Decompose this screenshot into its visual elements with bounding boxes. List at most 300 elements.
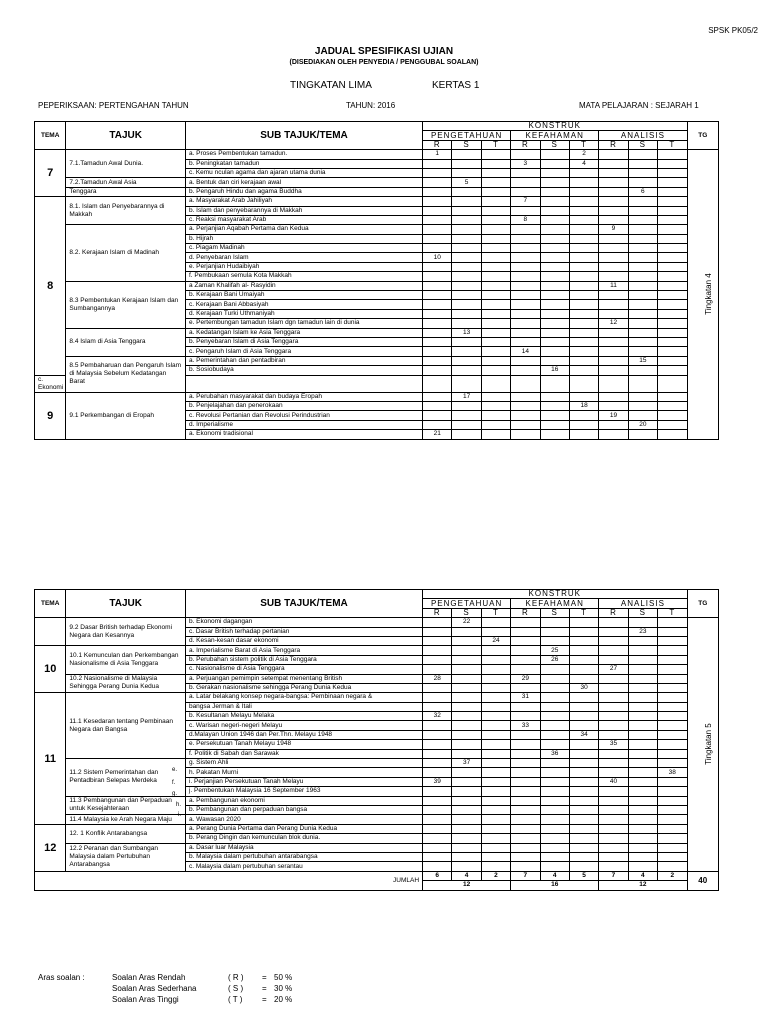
mark-cell bbox=[540, 187, 569, 196]
col-header-analisis: ANALISIS bbox=[599, 131, 687, 140]
mark-cell bbox=[452, 215, 481, 224]
mark-cell bbox=[628, 197, 657, 206]
mark-cell bbox=[658, 627, 687, 636]
mark-cell bbox=[628, 430, 657, 439]
sub-tajuk-cell: b. Malaysia dalam pertubuhan antarabangsa bbox=[185, 852, 422, 861]
mark-cell bbox=[569, 281, 598, 290]
mark-cell bbox=[569, 411, 598, 420]
table-row bbox=[35, 693, 719, 702]
mark-cell bbox=[511, 824, 540, 833]
mark-cell bbox=[599, 683, 628, 692]
mark-cell: 38 bbox=[658, 768, 687, 777]
mark-cell bbox=[452, 702, 481, 711]
col-header-kefahaman: KEFAHAMAN bbox=[511, 599, 599, 608]
mark-cell: 6 bbox=[628, 187, 657, 196]
tajuk-cell: 8.3 Pembentukan Kerajaan Islam dan Sumbangannya bbox=[66, 281, 186, 328]
sub-tajuk-cell: c. Malaysia dalam pertubuhan serantau bbox=[185, 862, 422, 871]
col-header-kefahaman: KEFAHAMAN bbox=[511, 131, 599, 140]
mark-cell bbox=[540, 777, 569, 786]
mark-cell bbox=[569, 337, 598, 346]
mark-cell bbox=[540, 627, 569, 636]
tema-cell: 9 bbox=[35, 392, 66, 439]
mark-cell bbox=[540, 375, 569, 392]
mark-cell bbox=[452, 787, 481, 796]
mark-cell bbox=[423, 852, 452, 861]
mark-cell bbox=[658, 759, 687, 768]
aras-rendah-eq: = bbox=[262, 973, 267, 982]
mark-cell bbox=[481, 262, 510, 271]
mark-cell: 10 bbox=[423, 253, 452, 262]
mark-cell bbox=[658, 225, 687, 234]
mark-cell bbox=[481, 197, 510, 206]
mark-cell bbox=[658, 787, 687, 796]
mark-cell bbox=[423, 721, 452, 730]
col-header-r-3: R bbox=[511, 140, 540, 149]
mark-cell bbox=[658, 683, 687, 692]
mark-cell bbox=[540, 411, 569, 420]
aras-sederhana-pct: 30 % bbox=[274, 984, 293, 993]
mark-cell bbox=[599, 215, 628, 224]
mark-cell bbox=[481, 319, 510, 328]
mark-cell bbox=[599, 815, 628, 824]
mark-cell bbox=[452, 430, 481, 439]
mark-cell bbox=[423, 759, 452, 768]
mark-cell bbox=[569, 712, 598, 721]
sub-tajuk-cell: a Zaman Khalifah al- Rasyidin bbox=[185, 281, 422, 290]
mark-cell bbox=[599, 721, 628, 730]
jumlah-value: 2 bbox=[481, 871, 510, 880]
sub-tajuk-cell: b. Pembangunan dan perpaduan bangsa bbox=[185, 805, 422, 814]
mark-cell bbox=[658, 777, 687, 786]
tajuk-cell: 9.2 Dasar British terhadap Ekonomi Negara dan Kesannya bbox=[66, 618, 186, 646]
mark-cell bbox=[569, 328, 598, 337]
form-code: SPSK PK05/2 bbox=[708, 26, 758, 35]
col-header-s-1: S bbox=[452, 608, 481, 617]
mark-cell bbox=[481, 646, 510, 655]
mark-cell bbox=[569, 206, 598, 215]
aras-tinggi-eq: = bbox=[262, 995, 267, 1004]
mark-cell bbox=[481, 730, 510, 739]
mark-cell bbox=[599, 843, 628, 852]
sub-tajuk-cell: b. Penyebaran Islam di Asia Tenggara bbox=[185, 337, 422, 346]
mark-cell bbox=[511, 646, 540, 655]
mark-cell bbox=[481, 683, 510, 692]
sub-tajuk-cell: j. Pembentukan Malaysia 16 September 1963 bbox=[185, 787, 422, 796]
mark-cell bbox=[540, 215, 569, 224]
mark-cell bbox=[540, 665, 569, 674]
mark-cell bbox=[540, 420, 569, 429]
mark-cell bbox=[540, 168, 569, 177]
col-header-t-2: T bbox=[481, 140, 510, 149]
col-header-t-5: T bbox=[569, 140, 598, 149]
mark-cell bbox=[658, 328, 687, 337]
mark-cell bbox=[658, 852, 687, 861]
mark-cell bbox=[599, 805, 628, 814]
mark-cell: 13 bbox=[452, 328, 481, 337]
mark-cell bbox=[511, 430, 540, 439]
mark-cell bbox=[569, 309, 598, 318]
mark-cell bbox=[481, 777, 510, 786]
mark-cell bbox=[658, 674, 687, 683]
mark-cell bbox=[540, 730, 569, 739]
mark-cell bbox=[452, 225, 481, 234]
sub-tajuk-cell: d.Malayan Union 1946 dan Per.Thn. Melayu 1948 bbox=[185, 730, 422, 739]
mark-cell bbox=[452, 411, 481, 420]
mark-cell bbox=[569, 262, 598, 271]
mark-cell bbox=[452, 159, 481, 168]
mark-cell bbox=[452, 401, 481, 410]
jumlah-value: 5 bbox=[569, 871, 598, 880]
mark-cell bbox=[423, 730, 452, 739]
mark-cell bbox=[423, 197, 452, 206]
subtotal-value: 16 bbox=[511, 881, 599, 890]
mark-cell bbox=[452, 197, 481, 206]
mark-cell bbox=[481, 234, 510, 243]
mark-cell bbox=[628, 150, 657, 159]
tajuk-cell: Tenggara bbox=[66, 187, 186, 196]
mark-cell bbox=[423, 740, 452, 749]
mark-cell: 40 bbox=[599, 777, 628, 786]
mark-cell bbox=[452, 636, 481, 645]
mark-cell bbox=[511, 206, 540, 215]
mark-cell bbox=[511, 253, 540, 262]
mark-cell bbox=[452, 244, 481, 253]
mark-cell bbox=[423, 206, 452, 215]
sub-tajuk-cell: e. Pertembungan tamadun Islam dgn tamadun lain di dunia bbox=[185, 319, 422, 328]
mark-cell bbox=[569, 768, 598, 777]
mark-cell bbox=[569, 187, 598, 196]
mark-cell bbox=[423, 234, 452, 243]
mark-cell bbox=[452, 627, 481, 636]
mark-cell bbox=[569, 197, 598, 206]
mark-cell bbox=[423, 168, 452, 177]
mark-cell bbox=[452, 291, 481, 300]
mark-cell bbox=[452, 347, 481, 356]
mark-cell bbox=[481, 740, 510, 749]
sub-tajuk-cell: h. Pakatan Murni bbox=[185, 768, 422, 777]
mark-cell bbox=[511, 702, 540, 711]
mark-cell bbox=[628, 253, 657, 262]
tema-cell: 8 bbox=[35, 197, 66, 375]
peperiksaan-label: PEPERIKSAAN: PERTENGAHAN TAHUN bbox=[38, 101, 189, 110]
mark-cell bbox=[452, 150, 481, 159]
mark-cell bbox=[569, 347, 598, 356]
mark-cell bbox=[423, 787, 452, 796]
mark-cell bbox=[423, 375, 452, 392]
mark-cell bbox=[511, 768, 540, 777]
mark-cell bbox=[452, 796, 481, 805]
mark-cell bbox=[628, 401, 657, 410]
mark-cell bbox=[599, 291, 628, 300]
jumlah-row bbox=[35, 871, 719, 880]
sub-tajuk-cell: a. Pembangunan ekonomi bbox=[185, 796, 422, 805]
mark-cell bbox=[481, 852, 510, 861]
sub-tajuk-cell: e. Perjanjian Hudaibiyah bbox=[185, 262, 422, 271]
col-header-s-7: S bbox=[628, 140, 657, 149]
mark-cell bbox=[511, 805, 540, 814]
col-header-tajuk: TAJUK bbox=[66, 122, 186, 150]
tajuk-cell: 11.1 Kesedaran tentang Pembinaan Negara dan Bangsa bbox=[66, 693, 186, 759]
mark-cell bbox=[599, 627, 628, 636]
mark-cell bbox=[511, 262, 540, 271]
mark-cell bbox=[599, 309, 628, 318]
mark-cell bbox=[628, 702, 657, 711]
mark-cell bbox=[599, 262, 628, 271]
mark-cell: 14 bbox=[511, 347, 540, 356]
sub-tajuk-cell: a. Imperialisme Barat di Asia Tenggara bbox=[185, 646, 422, 655]
mark-cell bbox=[540, 253, 569, 262]
tema-cell: 10 bbox=[35, 646, 66, 693]
mark-cell bbox=[423, 618, 452, 627]
mark-cell bbox=[658, 356, 687, 365]
mark-cell bbox=[599, 347, 628, 356]
mark-cell bbox=[481, 225, 510, 234]
sub-tajuk-cell: g. Sistem Ahli bbox=[185, 759, 422, 768]
mark-cell bbox=[511, 759, 540, 768]
mark-cell bbox=[658, 730, 687, 739]
mark-cell: 36 bbox=[540, 749, 569, 758]
mark-cell bbox=[658, 168, 687, 177]
mark-cell bbox=[599, 337, 628, 346]
mark-cell bbox=[423, 291, 452, 300]
table-row bbox=[35, 759, 719, 768]
mark-cell bbox=[511, 291, 540, 300]
mark-cell bbox=[540, 392, 569, 401]
table-row bbox=[35, 328, 719, 337]
mark-cell bbox=[481, 309, 510, 318]
col-header-t-8: T bbox=[658, 140, 687, 149]
table-row bbox=[35, 197, 719, 206]
mark-cell: 1 bbox=[423, 150, 452, 159]
mark-cell bbox=[599, 253, 628, 262]
mark-cell bbox=[569, 759, 598, 768]
sub-tajuk-cell: a. Proses Pembentukan tamadun. bbox=[185, 150, 422, 159]
col-header-t-2: T bbox=[481, 608, 510, 617]
col-header-tg: TG bbox=[687, 122, 718, 150]
mark-cell bbox=[452, 300, 481, 309]
mark-cell bbox=[658, 197, 687, 206]
mark-cell bbox=[569, 740, 598, 749]
mark-cell bbox=[599, 693, 628, 702]
mark-cell bbox=[628, 347, 657, 356]
mark-cell bbox=[628, 777, 657, 786]
mark-cell bbox=[452, 834, 481, 843]
table-row bbox=[35, 150, 719, 159]
col-header-s-4: S bbox=[540, 140, 569, 149]
mark-cell bbox=[481, 665, 510, 674]
mark-cell bbox=[452, 824, 481, 833]
mark-cell bbox=[628, 272, 657, 281]
mark-cell bbox=[599, 796, 628, 805]
col-header-r-0: R bbox=[423, 140, 452, 149]
margin-note-i: i. bbox=[178, 812, 181, 818]
mark-cell bbox=[628, 852, 657, 861]
sub-tajuk-cell: b. Gerakan nasionalisme sehingga Perang Dunia Kedua bbox=[185, 683, 422, 692]
mark-cell bbox=[452, 168, 481, 177]
mark-cell bbox=[599, 197, 628, 206]
mark-cell: 4 bbox=[569, 159, 598, 168]
subtotal-value: 12 bbox=[423, 881, 511, 890]
mark-cell bbox=[569, 824, 598, 833]
mark-cell bbox=[452, 272, 481, 281]
mark-cell bbox=[569, 655, 598, 664]
mark-cell bbox=[658, 805, 687, 814]
mark-cell bbox=[423, 225, 452, 234]
mark-cell bbox=[628, 262, 657, 271]
mark-cell bbox=[423, 693, 452, 702]
mark-cell bbox=[599, 392, 628, 401]
mark-cell bbox=[569, 300, 598, 309]
mark-cell bbox=[540, 674, 569, 683]
mark-cell bbox=[511, 740, 540, 749]
mark-cell bbox=[628, 740, 657, 749]
jumlah-value: 4 bbox=[452, 871, 481, 880]
mark-cell bbox=[511, 796, 540, 805]
mark-cell: 23 bbox=[628, 627, 657, 636]
mark-cell bbox=[658, 693, 687, 702]
mark-cell bbox=[628, 375, 657, 392]
mark-cell bbox=[599, 234, 628, 243]
mark-cell bbox=[628, 215, 657, 224]
mark-cell bbox=[658, 272, 687, 281]
mark-cell bbox=[628, 665, 657, 674]
mark-cell bbox=[452, 693, 481, 702]
mark-cell bbox=[599, 206, 628, 215]
table-row bbox=[35, 674, 719, 683]
mark-cell bbox=[599, 300, 628, 309]
sub-tajuk-cell: a. Bentuk dan ciri kerajaan awal bbox=[185, 178, 422, 187]
tajuk-cell: 8.4 Islam di Asia Tenggara bbox=[66, 328, 186, 356]
mark-cell bbox=[540, 862, 569, 871]
mark-cell: 22 bbox=[452, 618, 481, 627]
mark-cell bbox=[423, 300, 452, 309]
mark-cell bbox=[540, 843, 569, 852]
col-header-t-8: T bbox=[658, 608, 687, 617]
mark-cell bbox=[628, 805, 657, 814]
mark-cell bbox=[452, 777, 481, 786]
sub-tajuk-cell: d. Kesan-kesan dasar ekonomi bbox=[185, 636, 422, 645]
col-header-sub-tajuk: SUB TAJUK/TEMA bbox=[185, 590, 422, 618]
mark-cell bbox=[628, 206, 657, 215]
tahun-label: TAHUN: 2016 bbox=[346, 101, 396, 110]
mark-cell bbox=[511, 627, 540, 636]
spec-table-1 bbox=[34, 121, 719, 440]
mark-cell bbox=[628, 655, 657, 664]
mark-cell bbox=[452, 730, 481, 739]
mark-cell bbox=[628, 411, 657, 420]
mark-cell bbox=[481, 215, 510, 224]
col-header-r-6: R bbox=[599, 608, 628, 617]
col-header-tema: TEMA bbox=[35, 122, 66, 150]
mark-cell bbox=[569, 178, 598, 187]
mark-cell bbox=[540, 225, 569, 234]
mark-cell bbox=[628, 300, 657, 309]
col-header-r-0: R bbox=[423, 608, 452, 617]
mark-cell bbox=[569, 721, 598, 730]
mark-cell bbox=[628, 787, 657, 796]
mark-cell bbox=[481, 627, 510, 636]
mark-cell bbox=[452, 253, 481, 262]
mark-cell bbox=[511, 777, 540, 786]
mark-cell bbox=[628, 618, 657, 627]
mark-cell bbox=[569, 234, 598, 243]
mark-cell bbox=[481, 244, 510, 253]
mark-cell bbox=[452, 721, 481, 730]
mark-cell bbox=[540, 683, 569, 692]
mark-cell bbox=[423, 337, 452, 346]
mark-cell bbox=[540, 430, 569, 439]
mark-cell bbox=[658, 834, 687, 843]
aras-sederhana-eq: = bbox=[262, 984, 267, 993]
mark-cell: 30 bbox=[569, 683, 598, 692]
mark-cell bbox=[481, 693, 510, 702]
sub-tajuk-cell: f. Politik di Sabah dan Sarawak bbox=[185, 749, 422, 758]
mark-cell bbox=[511, 730, 540, 739]
mark-cell bbox=[599, 366, 628, 375]
sub-tajuk-cell: f. Pembukaan semula Kota Makkah bbox=[185, 272, 422, 281]
sub-tajuk-cell: c. Nasionalisme di Asia Tenggara bbox=[185, 665, 422, 674]
mark-cell bbox=[540, 197, 569, 206]
mark-cell bbox=[540, 721, 569, 730]
mark-cell bbox=[511, 420, 540, 429]
mark-cell bbox=[569, 319, 598, 328]
mark-cell bbox=[540, 328, 569, 337]
mark-cell: 5 bbox=[452, 178, 481, 187]
mark-cell bbox=[481, 187, 510, 196]
mark-cell bbox=[628, 168, 657, 177]
mark-cell bbox=[511, 618, 540, 627]
mark-cell bbox=[540, 206, 569, 215]
mark-cell bbox=[452, 420, 481, 429]
mark-cell bbox=[540, 309, 569, 318]
mark-cell bbox=[423, 244, 452, 253]
mark-cell bbox=[481, 206, 510, 215]
mark-cell bbox=[628, 225, 657, 234]
mark-cell bbox=[481, 272, 510, 281]
sub-tajuk-cell: b. Kesultanan Melayu Melaka bbox=[185, 712, 422, 721]
mark-cell: 37 bbox=[452, 759, 481, 768]
mark-cell bbox=[452, 646, 481, 655]
tajuk-cell: 12. 1 Konflik Antarabangsa bbox=[66, 824, 186, 843]
mark-cell bbox=[452, 674, 481, 683]
mark-cell bbox=[599, 272, 628, 281]
mark-cell bbox=[423, 824, 452, 833]
table-row bbox=[35, 815, 719, 824]
mark-cell bbox=[658, 862, 687, 871]
mark-cell bbox=[628, 815, 657, 824]
mark-cell bbox=[658, 430, 687, 439]
mark-cell bbox=[599, 328, 628, 337]
mark-cell bbox=[511, 411, 540, 420]
mark-cell bbox=[481, 253, 510, 262]
sub-tajuk-cell: b. Ekonomi dagangan bbox=[185, 618, 422, 627]
mark-cell bbox=[658, 244, 687, 253]
mark-cell bbox=[658, 712, 687, 721]
mark-cell bbox=[481, 178, 510, 187]
sub-tajuk-cell: b. Pengaruh Hindu dan agama Buddha bbox=[185, 187, 422, 196]
mark-cell: 26 bbox=[540, 655, 569, 664]
mark-cell bbox=[569, 636, 598, 645]
mark-cell bbox=[569, 627, 598, 636]
mark-cell: 18 bbox=[569, 401, 598, 410]
col-header-analisis: ANALISIS bbox=[599, 599, 687, 608]
mark-cell bbox=[511, 309, 540, 318]
mark-cell bbox=[599, 178, 628, 187]
mark-cell bbox=[540, 401, 569, 410]
tingkatan-cell bbox=[687, 618, 718, 872]
mark-cell bbox=[628, 328, 657, 337]
mark-cell bbox=[658, 262, 687, 271]
